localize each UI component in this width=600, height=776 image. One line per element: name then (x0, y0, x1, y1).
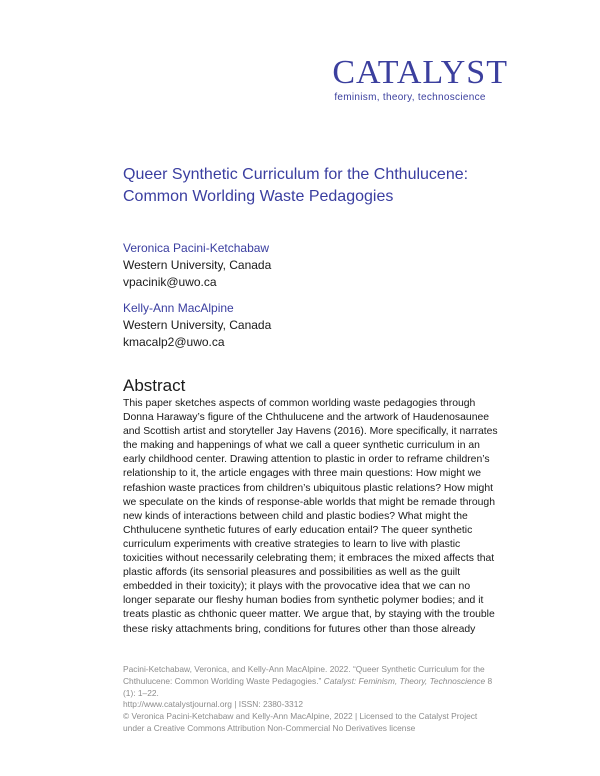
author-block (123, 240, 271, 291)
abstract-line: relationship to it, the article engages with three main questions: How might we (123, 468, 482, 480)
journal-name: Catalyst: Feminism, Theory, Technoscience (323, 675, 486, 686)
abstract-line: refashion waste practices from children’s ubiquitous plastic relations? How might (123, 482, 494, 494)
journal-logo-wordmark: CATALYST (332, 54, 508, 91)
author-block (123, 300, 271, 351)
author-affiliation: Western University, Canada (123, 258, 272, 272)
abstract-line: curriculum experiments with creative strategies to learn to live with plastic (123, 538, 461, 550)
abstract-line: treats plastic as chthonic queer matter. We argue that, by staying with the trouble (123, 609, 495, 621)
author-affiliation: Western University, Canada (123, 318, 272, 332)
abstract-line: Donna Haraway’s figure of the Chthulucene and the artwork of Haudenosaunee (123, 412, 490, 424)
author-name: Veronica Pacini-Ketchabaw (123, 241, 270, 255)
citation-volume: 8 (485, 675, 493, 686)
abstract-line: we speculate on the kinds of response-able worlds that might be remade through (123, 496, 495, 508)
citation-footer (123, 664, 523, 735)
license-line: © Veronica Pacini-Ketchabaw and Kelly-Ann MacAlpine, 2022 | Licensed to the Catalyst Project (123, 711, 478, 722)
abstract-heading: Abstract (123, 376, 186, 395)
abstract-line: these risky attachments bring, conditions for futures other than those already (123, 623, 476, 635)
journal-url-issn[interactable]: http://www.catalystjournal.org | ISSN: 2380-3312 (123, 699, 304, 710)
abstract-body (123, 397, 523, 637)
abstract-line: plastic affords (its sensorial pleasures and possibilities as well as the guilt (123, 567, 461, 579)
abstract-line: the making and happenings of what we call a queer synthetic curriculum in an (123, 440, 480, 452)
author-email[interactable]: kmacalp2@uwo.ca (123, 335, 225, 349)
abstract-line: This paper sketches aspects of common worlding waste pedagogies through (123, 398, 476, 409)
citation-line (123, 676, 523, 688)
author-name: Kelly-Ann MacAlpine (123, 301, 234, 315)
citation-text: Chthulucene: Common Worlding Waste Pedagogies.” (123, 675, 324, 686)
abstract-line: longer separate our fleshy human bodies from synthetic polymer bodies; and it (123, 595, 484, 607)
abstract-line: new kinds of interactions between child and plastic bodies? What might the (123, 510, 468, 522)
abstract-line: early childhood center. Drawing attention to plastic in order to reframe children’s (123, 454, 490, 466)
abstract-line: Chthulucene synthetic futures of early education entail? The queer synthetic (123, 524, 473, 536)
abstract-line: embedded in their toxicity); it plays with the provocative idea that we can no (123, 581, 471, 593)
abstract-line: and Scottish artist and storyteller Jay Havens (2016). More specifically, it narrates (123, 426, 498, 438)
citation-line: Pacini-Ketchabaw, Veronica, and Kelly-Ann MacAlpine. 2022. “Queer Synthetic Curriculum for the (123, 664, 485, 674)
citation-line: (1): 1–22. (123, 687, 159, 698)
abstract-line: toxicities without necessarily celebrating them; it embraces the mixed affects that (123, 553, 495, 565)
license-line: under a Creative Commons Attribution Non-Commercial No Derivatives license (123, 722, 416, 733)
paper-title-line: Queer Synthetic Curriculum for the Chthulucene: (123, 166, 469, 183)
paper-title (123, 164, 523, 208)
journal-logo-tagline: feminism, theory, technoscience (334, 92, 486, 103)
author-email[interactable]: vpacinik@uwo.ca (123, 275, 217, 289)
journal-logo (332, 56, 508, 103)
paper-title-line: Common Worlding Waste Pedagogies (123, 188, 394, 205)
